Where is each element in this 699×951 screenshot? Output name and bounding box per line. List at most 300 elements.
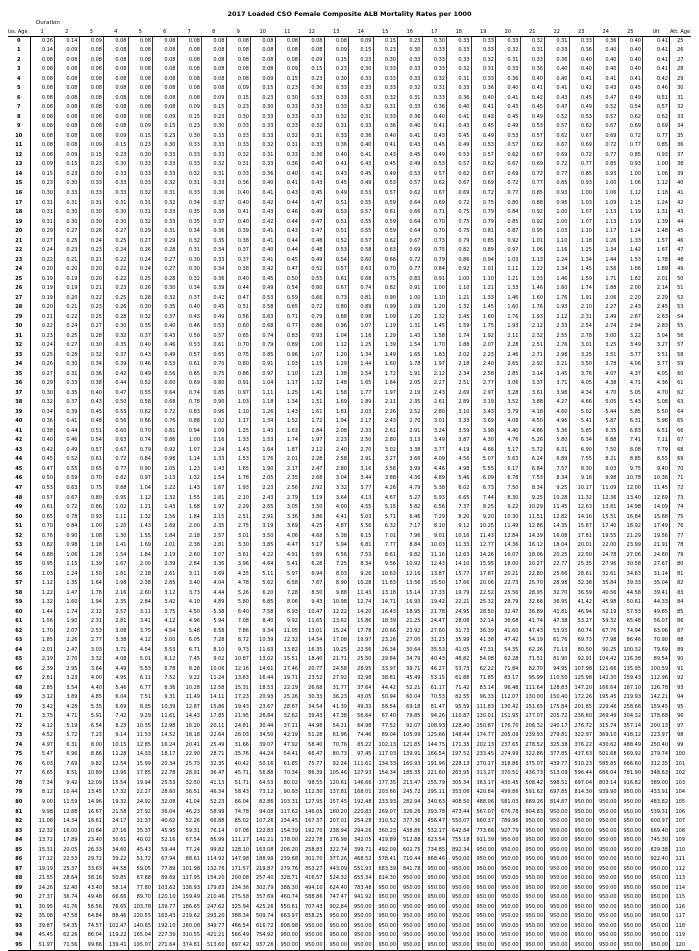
rate-cell: 4.07	[594, 370, 619, 380]
rate-cell: 2.70	[349, 446, 374, 456]
rate-cell: 4.10	[177, 598, 202, 608]
rate-cell: 0.69	[471, 179, 496, 189]
ultimate-rate-cell: 600.97	[643, 817, 670, 827]
rate-cell: 24.95	[447, 607, 472, 617]
rate-cell: 2.12	[422, 370, 447, 380]
rate-cell: 11.16	[422, 550, 447, 560]
rate-cell: 61.88	[447, 674, 472, 684]
rate-cell: 950.00	[545, 931, 570, 941]
rate-cell: 0.40	[618, 36, 643, 46]
rate-cell: 0.46	[177, 322, 202, 332]
rate-cell: 1.09	[398, 303, 423, 313]
rate-cell: 439.77	[545, 760, 570, 770]
rate-cell: 950.00	[471, 912, 496, 922]
rate-cell: 2.20	[618, 293, 643, 303]
rate-cell: 302.79	[251, 883, 276, 893]
rate-cell: 0.19	[55, 284, 80, 294]
rate-cell: 0.08	[177, 84, 202, 94]
rate-cell: 1.91	[569, 293, 594, 303]
rate-cell: 950.00	[569, 893, 594, 903]
rate-cell: 0.08	[226, 36, 251, 46]
rate-cell: 0.75	[447, 208, 472, 218]
rate-cell: 1.33	[520, 274, 545, 284]
rate-cell: 0.30	[79, 341, 104, 351]
rate-cell: 3.11	[128, 607, 153, 617]
rate-cell: 3.42	[30, 703, 55, 713]
rate-cell: 14.61	[251, 665, 276, 675]
rate-cell: 0.23	[30, 179, 55, 189]
rate-cell: 258.66	[618, 703, 643, 713]
rate-cell: 0.86	[447, 255, 472, 265]
rate-cell: 0.30	[104, 322, 129, 332]
rate-cell: 655.34	[349, 874, 374, 884]
rate-cell: 1.03	[226, 398, 251, 408]
rate-cell: 179.83	[202, 883, 227, 893]
rate-cell: 5.48	[177, 626, 202, 636]
rate-cell: 36.74	[55, 893, 80, 903]
rate-cell: 0.08	[79, 103, 104, 113]
table-row	[8, 293, 691, 303]
rate-cell: 6.77	[128, 684, 153, 694]
rate-cell: 17.32	[104, 788, 129, 798]
rate-cell: 0.36	[349, 132, 374, 142]
rate-cell: 0.88	[324, 312, 349, 322]
rate-cell: 1.54	[202, 474, 227, 484]
rate-cell: 1.00	[398, 293, 423, 303]
rate-cell: 23.99	[618, 541, 643, 551]
rate-cell: 56.64	[349, 712, 374, 722]
rate-cell: 0.40	[373, 132, 398, 142]
rate-cell: 136.93	[177, 883, 202, 893]
rate-cell: 17.40	[594, 522, 619, 532]
rate-cell: 112.07	[496, 693, 521, 703]
rate-cell: 0.57	[177, 351, 202, 361]
rate-cell: 0.80	[226, 360, 251, 370]
rate-cell: 6.03	[30, 760, 55, 770]
rate-cell: 1.69	[128, 541, 153, 551]
rate-cell: 4.40	[79, 684, 104, 694]
rate-cell: 3.06	[496, 379, 521, 389]
rate-cell: 88.46	[104, 912, 129, 922]
rate-cell: 4.60	[545, 408, 570, 418]
rate-cell: 19.42	[422, 598, 447, 608]
ultimate-rate-cell: 1.89	[643, 265, 670, 275]
rate-cell: 3.88	[373, 474, 398, 484]
header-duration-1: 1	[30, 29, 55, 36]
rate-cell: 1.22	[30, 588, 55, 598]
rate-cell: 13.45	[79, 788, 104, 798]
table-row	[8, 389, 691, 399]
rate-cell: 0.36	[569, 46, 594, 56]
rate-cell: 421.21	[202, 931, 227, 941]
rate-cell: 110.87	[447, 712, 472, 722]
attained-age-cell: 116	[675, 903, 686, 910]
rate-cell: 8.34	[545, 474, 570, 484]
rate-cell: 6.78	[496, 474, 521, 484]
rate-cell: 0.40	[545, 65, 570, 75]
rate-cell: 0.08	[153, 36, 178, 46]
rate-cell: 4.00	[324, 503, 349, 513]
rate-cell: 2.84	[128, 598, 153, 608]
rate-cell: 0.32	[153, 293, 178, 303]
rate-cell: 0.88	[30, 550, 55, 560]
rate-cell: 50.94	[373, 693, 398, 703]
rate-cell: 0.41	[594, 75, 619, 85]
rate-cell: 0.75	[226, 351, 251, 361]
table-row	[8, 845, 691, 855]
rate-cell: 67.94	[153, 855, 178, 865]
attained-age-cell: 103	[675, 779, 686, 786]
rate-cell: 0.09	[79, 36, 104, 46]
rate-cell: 21.71	[324, 655, 349, 665]
rate-cell: 950.00	[471, 893, 496, 903]
rate-cell: 10.78	[618, 474, 643, 484]
rate-cell: 1.38	[324, 370, 349, 380]
rate-cell: 8.86	[79, 750, 104, 760]
rate-cell: 0.60	[300, 284, 325, 294]
rate-cell: 0.53	[202, 322, 227, 332]
rate-cell: 1.12	[128, 493, 153, 503]
table-row	[8, 684, 691, 694]
rate-cell: 51.97	[30, 940, 55, 950]
rate-cell: 0.53	[471, 141, 496, 151]
rate-cell: 0.36	[202, 189, 227, 199]
rate-cell: 2.57	[104, 607, 129, 617]
table-row	[8, 217, 691, 227]
rate-cell: 0.33	[349, 84, 374, 94]
rate-cell: 6.40	[226, 607, 251, 617]
rate-cell: 950.00	[471, 902, 496, 912]
rate-cell: 2.95	[55, 665, 80, 675]
rate-cell: 0.08	[226, 65, 251, 75]
rate-cell: 0.24	[128, 265, 153, 275]
rate-cell: 0.90	[202, 398, 227, 408]
rate-cell: 151.65	[520, 703, 545, 713]
rate-cell: 0.40	[594, 46, 619, 56]
page-title: 2017 Loaded CSO Female Composite ALB Mortality Rates per 1000	[227, 10, 472, 18]
issue-age-cell: 66	[8, 665, 30, 675]
issue-age-cell: 12	[8, 151, 30, 161]
rate-cell: 0.23	[30, 331, 55, 341]
rate-cell: 466.54	[226, 921, 251, 931]
ultimate-rate-cell: 7.79	[643, 446, 670, 456]
rate-cell: 6.88	[594, 436, 619, 446]
rate-cell: 140.65	[128, 921, 153, 931]
rate-cell: 0.85	[202, 389, 227, 399]
rate-cell: 0.49	[300, 255, 325, 265]
rate-cell: 3.44	[349, 474, 374, 484]
rate-cell: 4.40	[496, 427, 521, 437]
rate-cell: 4.96	[545, 417, 570, 427]
rate-cell: 6.31	[55, 741, 80, 751]
rate-cell: 0.08	[251, 36, 276, 46]
rate-cell: 0.79	[471, 208, 496, 218]
rate-cell: 0.76	[153, 417, 178, 427]
rate-cell: 10.28	[545, 493, 570, 503]
rate-cell: 1.45	[569, 265, 594, 275]
rate-cell: 663.97	[275, 912, 300, 922]
rate-cell: 0.35	[153, 303, 178, 313]
rate-cell: 0.36	[373, 122, 398, 132]
rate-cell: 10.98	[324, 598, 349, 608]
rate-cell: 0.23	[153, 132, 178, 142]
rate-cell: 0.44	[275, 246, 300, 256]
rate-cell: 142.30	[594, 674, 619, 684]
rate-cell: 0.33	[251, 113, 276, 123]
rate-cell: 30.58	[618, 560, 643, 570]
issue-age-cell: 30	[8, 322, 30, 332]
rate-cell: 0.32	[349, 103, 374, 113]
rate-cell: 1.00	[594, 179, 619, 189]
issue-age-cell: 36	[8, 379, 30, 389]
issue-age-cell: 22	[8, 246, 30, 256]
rate-cell: 160.93	[398, 760, 423, 770]
attained-age-cell: 111	[675, 856, 686, 863]
rate-cell: 74.57	[79, 921, 104, 931]
rate-cell: 5.80	[226, 598, 251, 608]
rate-cell: 11.24	[202, 674, 227, 684]
rate-cell: 270.17	[471, 760, 496, 770]
rate-cell: 3.04	[324, 474, 349, 484]
rate-cell: 0.75	[202, 370, 227, 380]
table-row	[8, 379, 691, 389]
rate-cell: 950.00	[569, 836, 594, 846]
rate-cell: 950.00	[398, 921, 423, 931]
rate-cell: 5.38	[422, 484, 447, 494]
rate-cell: 86.04	[79, 931, 104, 941]
rate-cell: 38.16	[79, 874, 104, 884]
issue-age-cell: 54	[8, 550, 30, 560]
rate-cell: 7.96	[398, 531, 423, 541]
rate-cell: 0.41	[251, 236, 276, 246]
rate-cell: 97.08	[226, 826, 251, 836]
rate-cell: 1.43	[177, 484, 202, 494]
rate-cell: 4.35	[226, 569, 251, 579]
rate-cell: 1.13	[594, 217, 619, 227]
rate-cell: 0.09	[55, 46, 80, 56]
rate-cell: 3.24	[422, 427, 447, 437]
rate-cell: 1.14	[177, 455, 202, 465]
rate-cell: 59.31	[177, 826, 202, 836]
rate-cell: 3.42	[153, 598, 178, 608]
rate-cell: 2.00	[618, 284, 643, 294]
issue-age-cell: 46	[8, 474, 30, 484]
rate-cell: 1.24	[618, 227, 643, 237]
rate-cell: 73.12	[251, 788, 276, 798]
rate-cell: 58.43	[226, 788, 251, 798]
rate-cell: 3.22	[618, 331, 643, 341]
rate-cell: 2.43	[373, 417, 398, 427]
rate-cell: 10.92	[398, 560, 423, 570]
header-duration-2: 2	[55, 29, 80, 36]
rate-cell: 1.04	[128, 484, 153, 494]
rate-cell: 6.46	[398, 512, 423, 522]
rate-cell: 6.04	[104, 693, 129, 703]
rate-cell: 20.11	[202, 722, 227, 732]
rate-cell: 0.44	[275, 198, 300, 208]
rate-cell: 7.77	[373, 541, 398, 551]
rate-cell: 0.33	[422, 46, 447, 56]
ultimate-rate-cell: 950.00	[643, 874, 670, 884]
rate-cell: 2.60	[177, 550, 202, 560]
rate-cell: 0.57	[398, 179, 423, 189]
rate-cell: 0.44	[275, 217, 300, 227]
table-row	[8, 274, 691, 284]
rate-cell: 950.00	[569, 817, 594, 827]
table-row	[8, 760, 691, 770]
attained-age-cell: 33	[677, 113, 684, 120]
rate-cell: 10.35	[128, 722, 153, 732]
rate-cell: 3.52	[496, 398, 521, 408]
rate-cell: 0.72	[300, 303, 325, 313]
ultimate-rate-cell: 0.41	[643, 36, 670, 46]
rate-cell: 151.95	[496, 712, 521, 722]
rate-cell: 0.29	[128, 227, 153, 237]
rate-cell: 15.31	[226, 684, 251, 694]
table-row	[8, 179, 691, 189]
rate-cell: 1.78	[398, 360, 423, 370]
rate-cell: 13.02	[251, 655, 276, 665]
rate-cell: 3.77	[422, 446, 447, 456]
rate-cell: 950.00	[447, 921, 472, 931]
rate-cell: 47.38	[324, 712, 349, 722]
rate-cell: 0.15	[153, 122, 178, 132]
rate-cell: 0.58	[128, 398, 153, 408]
header-row	[8, 29, 691, 36]
rate-cell: 18.06	[520, 550, 545, 560]
issue-age-cell: 91	[8, 902, 30, 912]
rate-cell: 0.41	[520, 84, 545, 94]
rate-cell: 2.91	[398, 427, 423, 437]
rate-cell: 388.34	[226, 912, 251, 922]
rate-cell: 0.50	[104, 398, 129, 408]
ultimate-rate-cell: 0.69	[643, 122, 670, 132]
rate-cell: 950.00	[471, 864, 496, 874]
rate-cell: 0.36	[471, 84, 496, 94]
rate-cell: 25.32	[471, 598, 496, 608]
rate-cell: 0.97	[251, 370, 276, 380]
rate-cell: 165.04	[128, 931, 153, 941]
rate-cell: 0.36	[202, 227, 227, 237]
rate-cell: 18.95	[398, 607, 423, 617]
table-row	[8, 360, 691, 370]
rate-cell: 950.00	[300, 921, 325, 931]
rate-cell: 10.28	[177, 684, 202, 694]
rate-cell: 0.23	[177, 122, 202, 132]
rate-cell: 191.96	[422, 760, 447, 770]
rate-cell: 0.71	[275, 312, 300, 322]
rate-cell: 0.33	[569, 36, 594, 46]
rate-cell: 166.54	[422, 750, 447, 760]
rate-cell: 950.00	[398, 883, 423, 893]
table-row	[8, 198, 691, 208]
rate-cell: 0.33	[128, 160, 153, 170]
rate-cell: 0.31	[30, 217, 55, 227]
rate-cell: 1.25	[275, 389, 300, 399]
rate-cell: 0.92	[447, 265, 472, 275]
table-row	[8, 331, 691, 341]
rate-cell: 6.31	[618, 417, 643, 427]
attained-age-cell: 100	[675, 751, 686, 758]
rate-cell: 950.00	[545, 893, 570, 903]
header-duration-15: 15	[373, 29, 398, 36]
rate-cell: 51.28	[300, 731, 325, 741]
rate-cell: 1.63	[275, 427, 300, 437]
rate-cell: 1.34	[569, 255, 594, 265]
table-row	[8, 255, 691, 265]
rate-cell: 4.00	[79, 674, 104, 684]
rate-cell: 0.80	[496, 198, 521, 208]
rate-cell: 14.20	[349, 607, 374, 617]
rate-cell: 0.72	[594, 141, 619, 151]
rate-cell: 16.24	[153, 741, 178, 751]
rate-cell: 950.00	[520, 921, 545, 931]
rate-cell: 6.69	[104, 703, 129, 713]
rate-cell: 0.31	[226, 160, 251, 170]
rate-cell: 3.25	[594, 341, 619, 351]
rate-cell: 0.67	[422, 189, 447, 199]
rate-cell: 304.32	[618, 712, 643, 722]
rate-cell: 9.56	[373, 560, 398, 570]
attained-age-cell: 56	[677, 332, 684, 339]
rate-cell: 0.29	[153, 236, 178, 246]
rate-cell: 1.00	[447, 274, 472, 284]
rate-cell: 20.41	[177, 741, 202, 751]
rate-cell: 0.51	[324, 198, 349, 208]
table-row	[8, 779, 691, 789]
table-row	[8, 512, 691, 522]
rate-cell: 4.76	[496, 436, 521, 446]
rate-cell: 0.57	[30, 493, 55, 503]
rate-cell: 2.39	[153, 560, 178, 570]
ultimate-rate-cell: 829.38	[643, 845, 670, 855]
rate-cell: 5.11	[251, 569, 276, 579]
rate-cell: 6.24	[520, 455, 545, 465]
rate-cell: 5.72	[520, 446, 545, 456]
rate-cell: 0.53	[153, 360, 178, 370]
rate-cell: 0.41	[398, 132, 423, 142]
rate-cell: 5.35	[79, 703, 104, 713]
ultimate-rate-cell: 39.41	[643, 588, 670, 598]
rate-cell: 3.98	[545, 389, 570, 399]
rate-cell: 1.32	[447, 303, 472, 313]
rate-cell: 0.14	[55, 36, 80, 46]
rate-cell: 8.61	[373, 550, 398, 560]
rate-cell: 1.81	[324, 408, 349, 418]
rate-cell: 0.47	[275, 265, 300, 275]
rate-cell: 1.39	[373, 341, 398, 351]
rate-cell: 2.89	[447, 398, 472, 408]
rate-cell: 18.92	[618, 522, 643, 532]
rate-cell: 0.86	[79, 503, 104, 513]
rate-cell: 58.40	[300, 741, 325, 751]
attained-age-cell: 113	[675, 875, 686, 882]
rate-cell: 0.82	[447, 246, 472, 256]
rate-cell: 0.15	[202, 103, 227, 113]
rate-cell: 4.87	[324, 522, 349, 532]
rate-cell: 1.74	[55, 607, 80, 617]
rate-cell: 950.00	[496, 883, 521, 893]
rate-cell: 62.22	[471, 665, 496, 675]
rate-cell: 5.43	[618, 398, 643, 408]
rate-cell: 0.72	[520, 170, 545, 180]
rate-cell: 322.97	[569, 731, 594, 741]
rate-cell: 1.43	[251, 427, 276, 437]
rate-cell: 23.52	[300, 674, 325, 684]
rate-cell: 0.36	[545, 56, 570, 66]
issue-age-cell: 76	[8, 760, 30, 770]
rate-cell: 0.08	[128, 56, 153, 66]
